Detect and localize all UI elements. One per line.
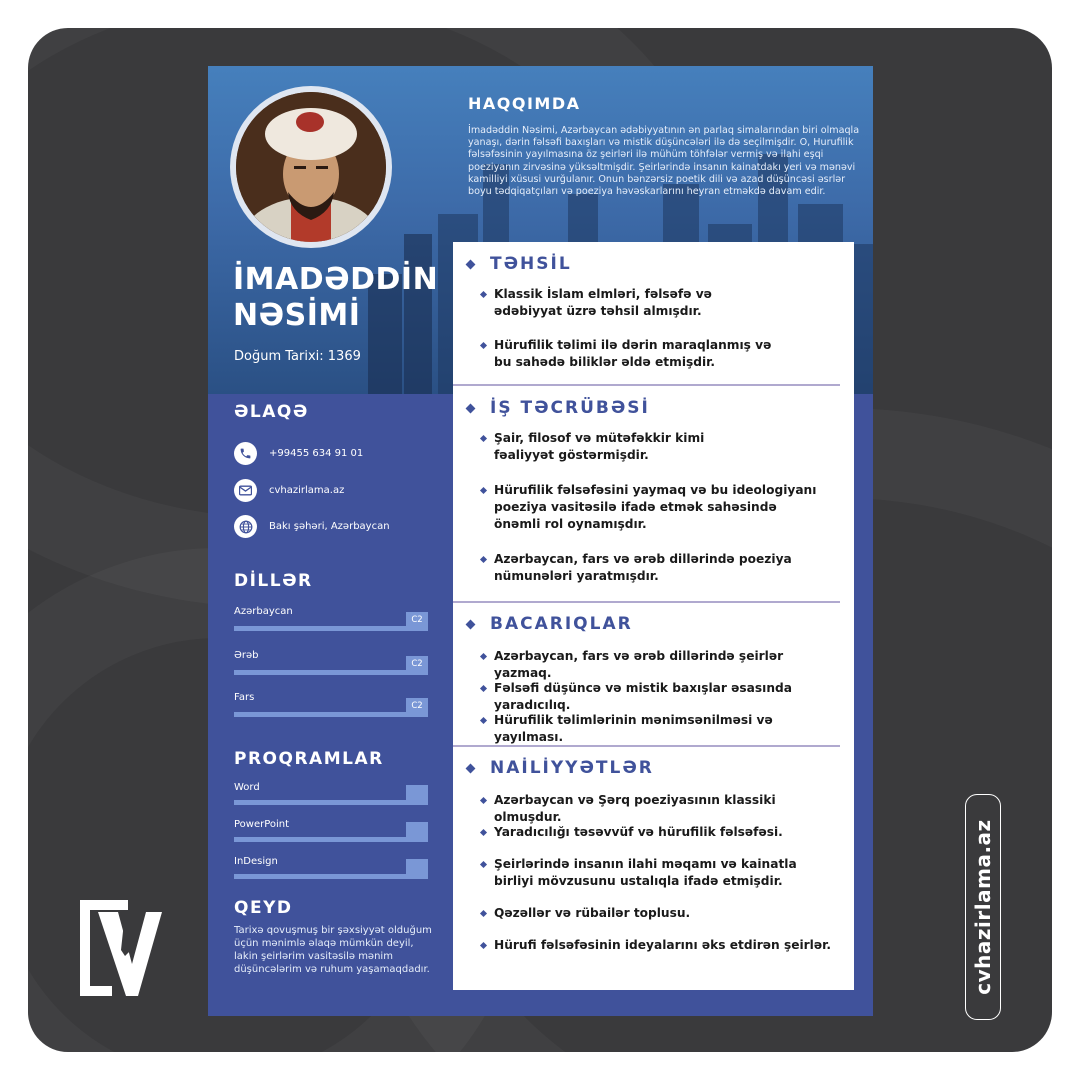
bullet-icon xyxy=(480,910,487,917)
list-item: Azərbaycan, fars və ərəb dillərində şeirlər yazmaq. xyxy=(481,648,841,682)
list-item: Şair, filosof və mütəfəkkir kimi fəaliyyət göstərmişdir. xyxy=(481,430,841,464)
bullet-icon xyxy=(480,435,487,442)
list-item: Azərbaycan və Şərq poeziyasının klassiki olmuşdur. xyxy=(481,792,841,826)
name-first: İMADƏDDİN xyxy=(233,262,439,297)
section-divider xyxy=(453,601,840,603)
list-item: Hürufi fəlsəfəsinin ideyalarını əks etdirən şeirlər. xyxy=(481,937,841,954)
experience-heading: İŞ TƏCRÜBƏSİ xyxy=(467,398,650,418)
note-text: Tarixə qovuşmuş bir şəxsiyyət olduğum üçün mənimlə əlaqə mümkün deyil, lakin şeirlərim vasitəsilə mənim düşüncələrim və ruhum yaşamaqdadır. xyxy=(234,925,432,975)
mail-icon xyxy=(234,479,257,502)
date-of-birth: Doğum Tarixi: 1369 xyxy=(234,349,361,364)
section-divider xyxy=(453,745,840,747)
language-bar xyxy=(234,712,428,717)
language-level: C2 xyxy=(406,656,428,673)
bullet-icon xyxy=(480,487,487,494)
language-level: C2 xyxy=(406,698,428,715)
diamond-icon xyxy=(466,259,476,269)
language-label: Azərbaycan xyxy=(234,606,293,617)
diamond-icon xyxy=(466,403,476,413)
achievements-heading: NAİLİYYƏTLƏR xyxy=(467,758,654,778)
program-label: InDesign xyxy=(234,856,278,867)
cv-logo-icon xyxy=(78,898,164,1002)
about-heading: HAQQIMDA xyxy=(468,94,581,113)
phone-icon xyxy=(234,442,257,465)
bullet-icon xyxy=(480,797,487,804)
list-item: Yaradıcılığı təsəvvüf və hürufilik fəlsəfəsi. xyxy=(481,824,841,841)
contact-address xyxy=(234,515,390,538)
section-divider xyxy=(453,384,840,386)
skills-heading: BACARIQLAR xyxy=(467,614,633,634)
list-item: Hürufilik təlimi ilə dərin maraqlanmış və bu sahədə biliklər əldə etmişdir. xyxy=(481,337,841,371)
language-bar xyxy=(234,626,428,631)
globe-icon xyxy=(234,515,257,538)
program-level xyxy=(406,822,428,842)
bullet-icon xyxy=(480,653,487,660)
main-content-card xyxy=(453,242,854,990)
about-text: İmadəddin Nəsimi, Azərbaycan ədəbiyyatının ən parlaq simalarından biri olmaqla yanaşı, dərin fəlsəfi baxışları və mistik düşüncələri ilə də seçilmişdir. O, Hurufilik fəlsəfəsinin yayılmasına öz şeirləri ilə mühüm töhfələr vermiş və ilahi eşqi poeziyanın zirvəsinə yüksəltmişdir. Şeirlərində insanın kainatdakı yeri və mənəvi kamilliyi xüsusi vurğulanır. Onun bənzərsiz poetik dili və azad düşüncəsi əsrlər boyu tədqiqatçıları və poeziya həvəskarlarını heyran etməkdə davam edir. xyxy=(468,125,860,198)
program-bar xyxy=(234,874,428,879)
bullet-icon xyxy=(480,829,487,836)
person-name xyxy=(233,262,438,334)
list-item: Qəzəllər və rübailər toplusu. xyxy=(481,905,841,922)
contact-phone xyxy=(234,442,363,465)
list-item: Azərbaycan, fars və ərəb dillərində poeziya nümunələri yaratmışdır. xyxy=(481,551,841,585)
education-heading: TƏHSİL xyxy=(467,254,572,274)
list-item: Hürufilik təlimlərinin mənimsənilməsi və yayılması. xyxy=(481,712,841,746)
bullet-icon xyxy=(480,685,487,692)
resume-page xyxy=(208,66,873,1016)
program-label: Word xyxy=(234,782,260,793)
diamond-icon xyxy=(466,619,476,629)
profile-portrait xyxy=(236,92,386,242)
website-badge xyxy=(965,794,1001,1020)
languages-heading: DİLLƏR xyxy=(234,571,313,591)
program-level xyxy=(406,785,428,805)
address-text: Bakı şəhəri, Azərbaycan xyxy=(269,521,390,532)
program-level xyxy=(406,859,428,879)
list-item: Şeirlərində insanın ilahi məqamı və kainatla birliyi mövzusunu ustalıqla ifadə etmişdir. xyxy=(481,856,841,890)
programs-heading: PROQRAMLAR xyxy=(234,749,384,769)
profile-photo-frame xyxy=(230,86,392,248)
contact-email xyxy=(234,479,344,502)
list-item: Fəlsəfi düşüncə və mistik baxışlar əsasında yaradıcılıq. xyxy=(481,680,841,714)
program-bar xyxy=(234,837,428,842)
language-level: C2 xyxy=(406,612,428,629)
contact-heading: ƏLAQƏ xyxy=(234,402,309,422)
phone-text: +99455 634 91 01 xyxy=(269,448,364,459)
language-bar xyxy=(234,670,428,675)
bullet-icon xyxy=(480,556,487,563)
diamond-icon xyxy=(466,763,476,773)
program-bar xyxy=(234,800,428,805)
name-last: NƏSİMİ xyxy=(233,298,361,333)
list-item: Hürufilik fəlsəfəsini yaymaq və bu ideologiyanı poeziya vasitəsilə ifadə etmək sahəsində önəmli rol oynamışdır. xyxy=(481,482,841,533)
bullet-icon xyxy=(480,291,487,298)
website-text: cvhazirlama.az xyxy=(971,819,995,995)
language-label: Fars xyxy=(234,692,255,703)
bullet-icon xyxy=(480,861,487,868)
bullet-icon xyxy=(480,717,487,724)
list-item: Klassik İslam elmləri, fəlsəfə və ədəbiyyat üzrə təhsil almışdır. xyxy=(481,286,841,320)
program-label: PowerPoint xyxy=(234,819,290,830)
bullet-icon xyxy=(480,942,487,949)
bullet-icon xyxy=(480,342,487,349)
note-heading: QEYD xyxy=(234,898,293,918)
language-label: Ərəb xyxy=(234,650,259,661)
email-text: cvhazirlama.az xyxy=(269,485,345,496)
